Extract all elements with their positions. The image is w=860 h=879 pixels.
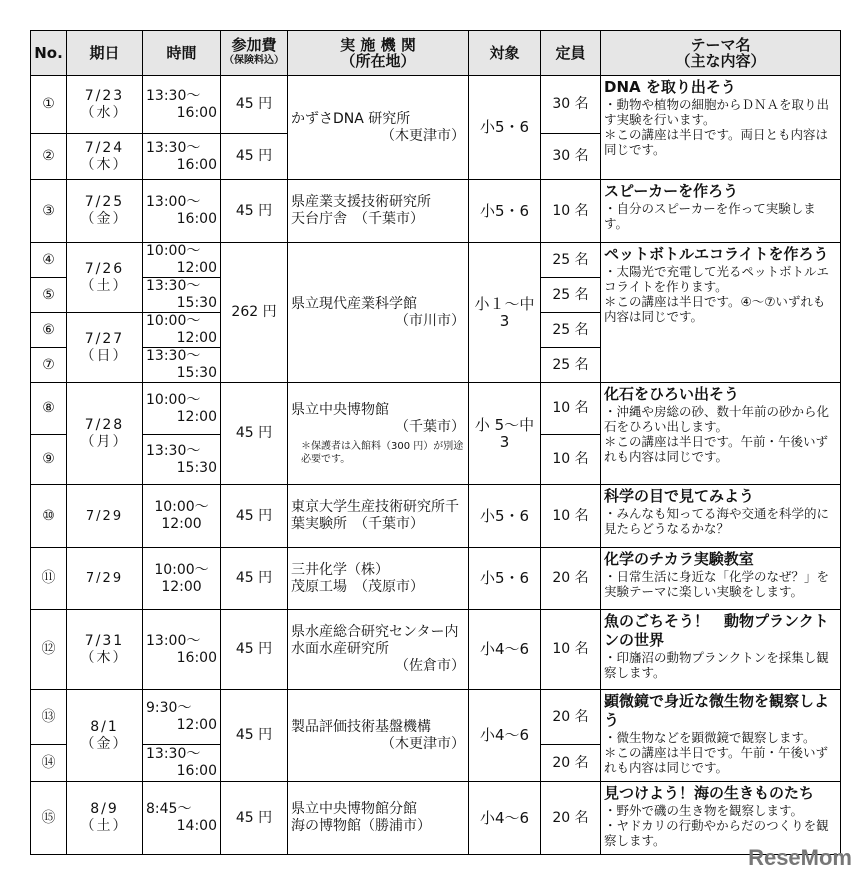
capacity-cell: 20 名 (541, 548, 601, 610)
header-venue (288, 31, 469, 76)
time-line: 12:00 (176, 260, 217, 276)
fee-cell: 45 円 (221, 76, 288, 134)
header-theme-sub: （主な内容） (675, 52, 766, 70)
theme-description: ・野外で磯の生き物を観察します。 (604, 803, 804, 818)
theme-cell (601, 383, 841, 485)
capacity-cell: 10 名 (541, 485, 601, 548)
date-cell (67, 243, 143, 313)
day-of-week: （土） (80, 818, 129, 834)
theme-description: ・印旛沼の動物プランクトンを採集し観察します。 (604, 650, 829, 680)
time-cell (143, 180, 221, 243)
time-cell (143, 383, 221, 435)
table-row (31, 485, 841, 548)
theme-description: ・自分のスピーカーを作って実験します。 (604, 201, 816, 231)
theme-title: 顕微鏡で身近な微生物を観察しよう (604, 692, 830, 729)
day-of-week: （月） (80, 433, 129, 450)
table-row (31, 782, 841, 855)
venue-location: （市川市） (395, 312, 465, 329)
capacity-cell: 20 名 (541, 690, 601, 745)
date-value: 7/23 (84, 87, 125, 104)
time-line: 13:30～ (146, 278, 201, 294)
time-line: 16:00 (176, 211, 217, 227)
header-fee (221, 31, 288, 76)
time-line: 15:30 (176, 459, 217, 476)
theme-title: ペットボトルエコライトを作ろう (604, 245, 829, 263)
time-cell (143, 348, 221, 383)
theme-description: ・日常生活に身近な「化学のなぜ？」を実験テーマに楽しい実験をします。 (604, 569, 830, 599)
date-value: 7/28 (84, 416, 125, 433)
venue-cell (288, 690, 469, 782)
fee-cell: 45 円 (221, 383, 288, 485)
date-value: 7/24 (84, 139, 125, 156)
resemom-logo: ReseMom (748, 845, 852, 870)
date-cell (67, 383, 143, 485)
venue-cell (288, 548, 469, 610)
date-cell (67, 134, 143, 180)
date-value: 8/1 (90, 718, 119, 735)
theme-description: ＊この講座は半日です。午前・午後いずれも内容は同じです。 (604, 434, 829, 464)
header-fee-sub: （保険料込） (224, 55, 284, 66)
header-no: No. (31, 31, 67, 76)
capacity-cell: 10 名 (541, 610, 601, 690)
row-number: ① (31, 76, 67, 134)
time-line: 8:45～ (146, 801, 192, 817)
time-cell (143, 313, 221, 348)
venue-name-line: 茂原工場 （茂原市） (291, 578, 424, 595)
date-cell (67, 610, 143, 690)
time-line: 10:00～12:00 (154, 499, 209, 532)
venue-location: （佐倉市） (395, 658, 465, 674)
table-row (31, 243, 841, 278)
date-cell (67, 548, 143, 610)
venue-name-line: 県立現代産業科学館 (291, 295, 417, 312)
venue-name-line: 県立中央博物館 (291, 401, 389, 418)
theme-cell (601, 76, 841, 180)
day-of-week: （日） (80, 347, 129, 364)
date-value: 7/25 (84, 194, 125, 210)
time-line: 15:30 (176, 365, 217, 381)
date-cell (67, 485, 143, 548)
fee-cell: 45 円 (221, 485, 288, 548)
theme-title: DNA を取り出そう (604, 78, 736, 96)
day-of-week: （木） (80, 156, 129, 173)
row-number: ⑬ (31, 690, 67, 745)
fee-cell: 45 円 (221, 548, 288, 610)
time-line: 16:00 (176, 763, 217, 779)
theme-cell (601, 782, 841, 855)
capacity-cell: 20 名 (541, 745, 601, 782)
capacity-cell: 20 名 (541, 782, 601, 855)
theme-description: ・みんなも知ってる海や交通を科学的に見たらどうなるかな？ (604, 506, 830, 536)
theme-description: ・沖縄や房総の砂、数十年前の砂から化石をひろい出します。 (604, 404, 830, 434)
capacity-cell: 25 名 (541, 313, 601, 348)
header-target: 対象 (469, 31, 541, 76)
time-cell (143, 278, 221, 313)
fee-cell: 45 円 (221, 610, 288, 690)
row-number: ③ (31, 180, 67, 243)
row-number: ⑦ (31, 348, 67, 383)
table-row (31, 76, 841, 134)
fee-cell: 45 円 (221, 690, 288, 782)
target-cell: 小 5～中3 (469, 383, 541, 485)
venue-name-line: 県立中央博物館分館 (291, 801, 417, 817)
time-line: 13:30～ (146, 442, 201, 459)
row-number: ⑧ (31, 383, 67, 435)
venue-cell (288, 243, 469, 383)
theme-title: スピーカーを作ろう (604, 182, 739, 200)
venue-name-line: かずさDNA 研究所 (291, 110, 411, 127)
capacity-cell: 25 名 (541, 278, 601, 313)
row-number: ⑫ (31, 610, 67, 690)
time-cell (143, 76, 221, 134)
header-capacity: 定員 (541, 31, 601, 76)
time-line: 13:30～ (146, 139, 201, 156)
capacity-cell: 10 名 (541, 435, 601, 485)
time-line: 13:00～ (146, 632, 201, 649)
theme-description: ・動物や植物の細胞からＤＮＡを取り出す実験を行います。 (604, 97, 830, 127)
date-cell (67, 76, 143, 134)
target-cell: 小5・6 (469, 76, 541, 180)
theme-description: ＊この講座は半日です。④～⑦いずれも内容は同じです。 (604, 294, 826, 324)
table-row (31, 690, 841, 745)
time-cell (143, 548, 221, 610)
row-number: ⑩ (31, 485, 67, 548)
header-time: 時間 (143, 31, 221, 76)
date-cell (67, 782, 143, 855)
header-date: 期日 (67, 31, 143, 76)
target-cell: 小5・6 (469, 180, 541, 243)
theme-cell (601, 610, 841, 690)
row-number: ⑭ (31, 745, 67, 782)
fee-cell: 45 円 (221, 180, 288, 243)
capacity-cell: 30 名 (541, 76, 601, 134)
venue-name-line: 東京大学生産技術研究所千葉実験所 （千葉市） (291, 499, 459, 532)
venue-cell (288, 383, 469, 485)
target-cell: 小4～6 (469, 690, 541, 782)
time-cell (143, 690, 221, 745)
time-cell (143, 745, 221, 782)
venue-name-line: 県水産総合研究センター内 (291, 624, 459, 640)
header-venue-sub: （所在地） (340, 52, 416, 70)
row-number: ⑮ (31, 782, 67, 855)
venue-cell (288, 180, 469, 243)
fee-cell: 262 円 (221, 243, 288, 383)
time-line: 15:30 (176, 295, 217, 311)
venue-location: （木更津市） (381, 735, 465, 752)
date-cell (67, 180, 143, 243)
time-line: 13:30～ (146, 348, 201, 364)
theme-description: ＊この講座は半日です。午前・午後いずれも内容は同じです。 (604, 745, 829, 775)
day-of-week: （水） (80, 104, 129, 121)
venue-name-line: 三井化学（株） (291, 561, 389, 578)
date-cell (67, 313, 143, 383)
time-line: 12:00 (176, 408, 217, 425)
date-value: 7/26 (84, 260, 125, 277)
day-of-week: （金） (80, 211, 129, 227)
header-theme (601, 31, 841, 76)
time-line: 13:00～ (146, 194, 201, 210)
venue-name-line: 海の博物館（勝浦市） (291, 818, 431, 834)
theme-cell (601, 690, 841, 782)
theme-cell (601, 180, 841, 243)
time-line: 16:00 (176, 156, 217, 173)
day-of-week: （木） (80, 649, 129, 666)
time-line: 13:30～ (146, 87, 201, 104)
venue-note: ＊保護者は入館料（300 円）が別途必要です。 (301, 440, 464, 465)
time-line: 9:30～ (146, 700, 192, 716)
date-cell (67, 690, 143, 782)
capacity-cell: 30 名 (541, 134, 601, 180)
time-cell (143, 435, 221, 485)
venue-name-line: 天台庁舎 （千葉市） (291, 211, 424, 227)
theme-cell (601, 548, 841, 610)
row-number: ⑤ (31, 278, 67, 313)
venue-name-line: 製品評価技術基盤機構 (291, 718, 431, 735)
time-line: 10:00～12:00 (154, 561, 209, 595)
time-cell (143, 134, 221, 180)
time-line: 12:00 (176, 717, 217, 733)
theme-description: ＊この講座は半日です。両日とも内容は同じです。 (604, 127, 829, 157)
target-cell: 小１～中3 (469, 243, 541, 383)
time-line: 16:00 (176, 649, 217, 666)
theme-cell (601, 485, 841, 548)
venue-name-line: 水面水産研究所 (291, 641, 389, 657)
theme-description: ・ヤドカリの行動やからだのつくりを観察します。 (604, 818, 829, 848)
theme-title: 化学のチカラ実験教室 (604, 550, 754, 568)
capacity-cell: 25 名 (541, 243, 601, 278)
venue-cell (288, 485, 469, 548)
time-cell (143, 610, 221, 690)
date-value: 7/31 (84, 632, 125, 649)
day-of-week: （土） (80, 277, 129, 294)
target-cell: 小4～6 (469, 610, 541, 690)
capacity-cell: 25 名 (541, 348, 601, 383)
table-row (31, 610, 841, 690)
theme-description: ・太陽光で充電して光るペットボトルエコライトを作ります。 (604, 264, 830, 294)
table-row (31, 548, 841, 610)
time-line: 10:00～ (146, 391, 201, 408)
theme-title: 魚のごちそう！ 動物プランクトンの世界 (604, 612, 829, 649)
header-venue-label: 実 施 機 関 (340, 36, 416, 54)
venue-cell (288, 610, 469, 690)
time-line: 10:00～ (146, 313, 201, 329)
venue-cell (288, 76, 469, 180)
date-value: 7/29 (85, 508, 124, 524)
venue-cell (288, 782, 469, 855)
date-value: 7/29 (85, 571, 124, 586)
capacity-cell: 10 名 (541, 180, 601, 243)
venue-location: （木更津市） (381, 127, 465, 144)
table-row (31, 383, 841, 435)
time-line: 14:00 (176, 818, 217, 834)
header-row (31, 31, 841, 76)
row-number: ⑨ (31, 435, 67, 485)
time-cell (143, 782, 221, 855)
time-line: 12:00 (176, 330, 217, 346)
capacity-cell: 10 名 (541, 383, 601, 435)
time-line: 10:00～ (146, 243, 201, 259)
row-number: ④ (31, 243, 67, 278)
target-cell: 小5・6 (469, 485, 541, 548)
row-number: ② (31, 134, 67, 180)
venue-location: （千葉市） (395, 418, 465, 435)
time-line: 16:00 (176, 104, 217, 121)
event-schedule-table (30, 30, 841, 855)
fee-cell: 45 円 (221, 134, 288, 180)
table-row (31, 180, 841, 243)
time-line: 13:30～ (146, 746, 201, 762)
theme-description: ・微生物などを顕微鏡で観察します。 (604, 730, 816, 745)
target-cell: 小4～6 (469, 782, 541, 855)
row-number: ⑥ (31, 313, 67, 348)
date-value: 7/27 (84, 330, 125, 347)
time-cell (143, 243, 221, 278)
date-value: 8/9 (90, 801, 119, 817)
fee-cell: 45 円 (221, 782, 288, 855)
theme-title: 科学の目で見てみよう (604, 487, 755, 505)
venue-name-line: 県産業支援技術研究所 (291, 194, 431, 210)
header-fee-label: 参加費 (231, 36, 277, 54)
theme-cell (601, 243, 841, 383)
header-theme-label: テーマ名 (690, 36, 751, 54)
target-cell: 小5・6 (469, 548, 541, 610)
theme-title: 見つけよう！海の生きものたち (604, 784, 815, 802)
time-cell (143, 485, 221, 548)
theme-title: 化石をひろい出そう (604, 385, 740, 403)
row-number: ⑪ (31, 548, 67, 610)
day-of-week: （金） (80, 735, 129, 752)
